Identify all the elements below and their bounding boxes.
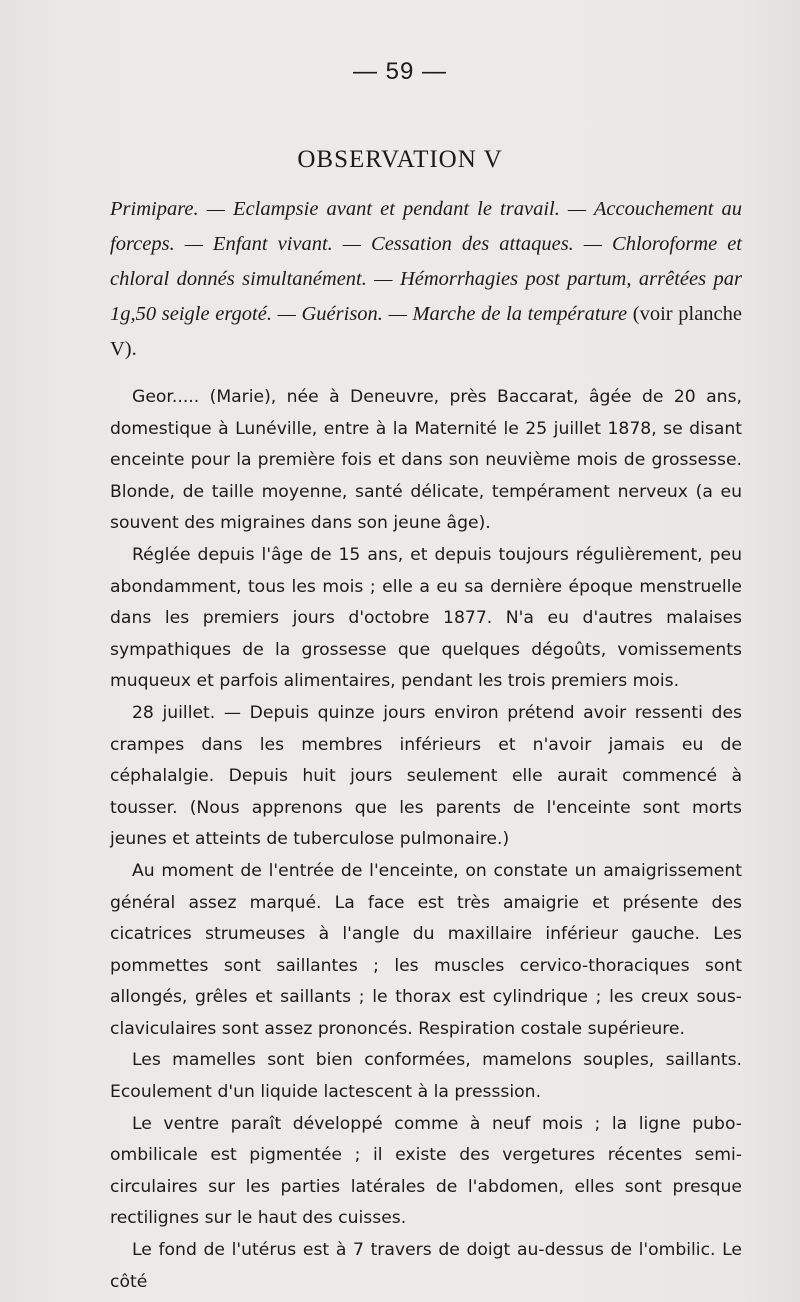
paragraph-patient-intro: Geor..... (Marie), née à Deneuvre, près Baccarat, âgée de 20 ans, domestique à Lunéville, entre à la Maternité le 25 juillet 1878, se disant enceinte pour la première fois et dans son neuvième mois de grossesse. Blonde, de taille moyenne, santé délicate, tempérament nerveux (a eu souvent des migraines dans son jeune âge).: [110, 387, 742, 534]
paragraph-menstruation: Réglée depuis l'âge de 15 ans, et depuis toujours régulièrement, peu abondamment, tous les mois ; elle a eu sa dernière époque menstruelle dans les premiers jours d'octobre 1877. N'a eu d'autres malaises sympathiques de la grossesse que quelques dégoûts, vomissements muqueux et parfois alimentaires, pendant les trois premiers mois.: [110, 544, 742, 692]
page-number: — 59 —: [352, 58, 448, 85]
paragraph-28-juillet: 28 juillet. — Depuis quinze jours environ prétend avoir ressenti des crampes dans les membres inférieurs et n'avoir jamais eu de céphalalgie. Depuis huit jours seulement elle aurait commencé à tousser. (Nous apprenons que les parents de l'enceinte sont morts jeunes et atteints de tuberculose pulmonaire.): [110, 702, 742, 850]
observation-summary: [110, 192, 742, 367]
summary-text: Primipare. — Eclampsie avant et pendant le travail. — Accouchement au forceps. — Enfant vivant. — Cessation des attaques. — Chloroforme et chloral donnés simultanément. — Hémorrhagies post partum, arrêtées par 1g,50 seigle ergoté. — Guérison. — Marche de la température: [110, 198, 742, 325]
observation-body: [110, 382, 742, 1298]
observation-heading: OBSERVATION V: [297, 146, 503, 173]
paragraph-ventre: Le ventre paraît développé comme à neuf mois ; la ligne pubo-ombilicale est pigmentée ; il existe des vergetures récentes semi-circulaires sur les parties latérales de l'abdomen, elles sont presque rectilignes sur le haut des cuisses.: [110, 1113, 742, 1229]
summary-reference: (voir planche V).: [110, 303, 743, 360]
paragraph-mamelles: Les mamelles sont bien conformées, mamelons souples, saillants. Ecoulement d'un liquide lactescent à la presssion.: [110, 1050, 742, 1103]
paragraph-examination: Au moment de l'entrée de l'enceinte, on constate un amaigrissement général assez marqué. La face est très amaigrie et présente des cicatrices strumeuses à l'angle du maxillaire inférieur gauche. Les pommettes sont saillantes ; les muscles cervico-thoraciques sont allongés, grêles et saillants ; le thorax est cylindrique ; les creux sous-claviculaires sont assez prononcés. Respiration costale supérieure.: [110, 860, 742, 1039]
paragraph-uterus: Le fond de l'utérus est à 7 travers de doigt au-dessus de l'ombilic. Le côté: [110, 1240, 742, 1292]
